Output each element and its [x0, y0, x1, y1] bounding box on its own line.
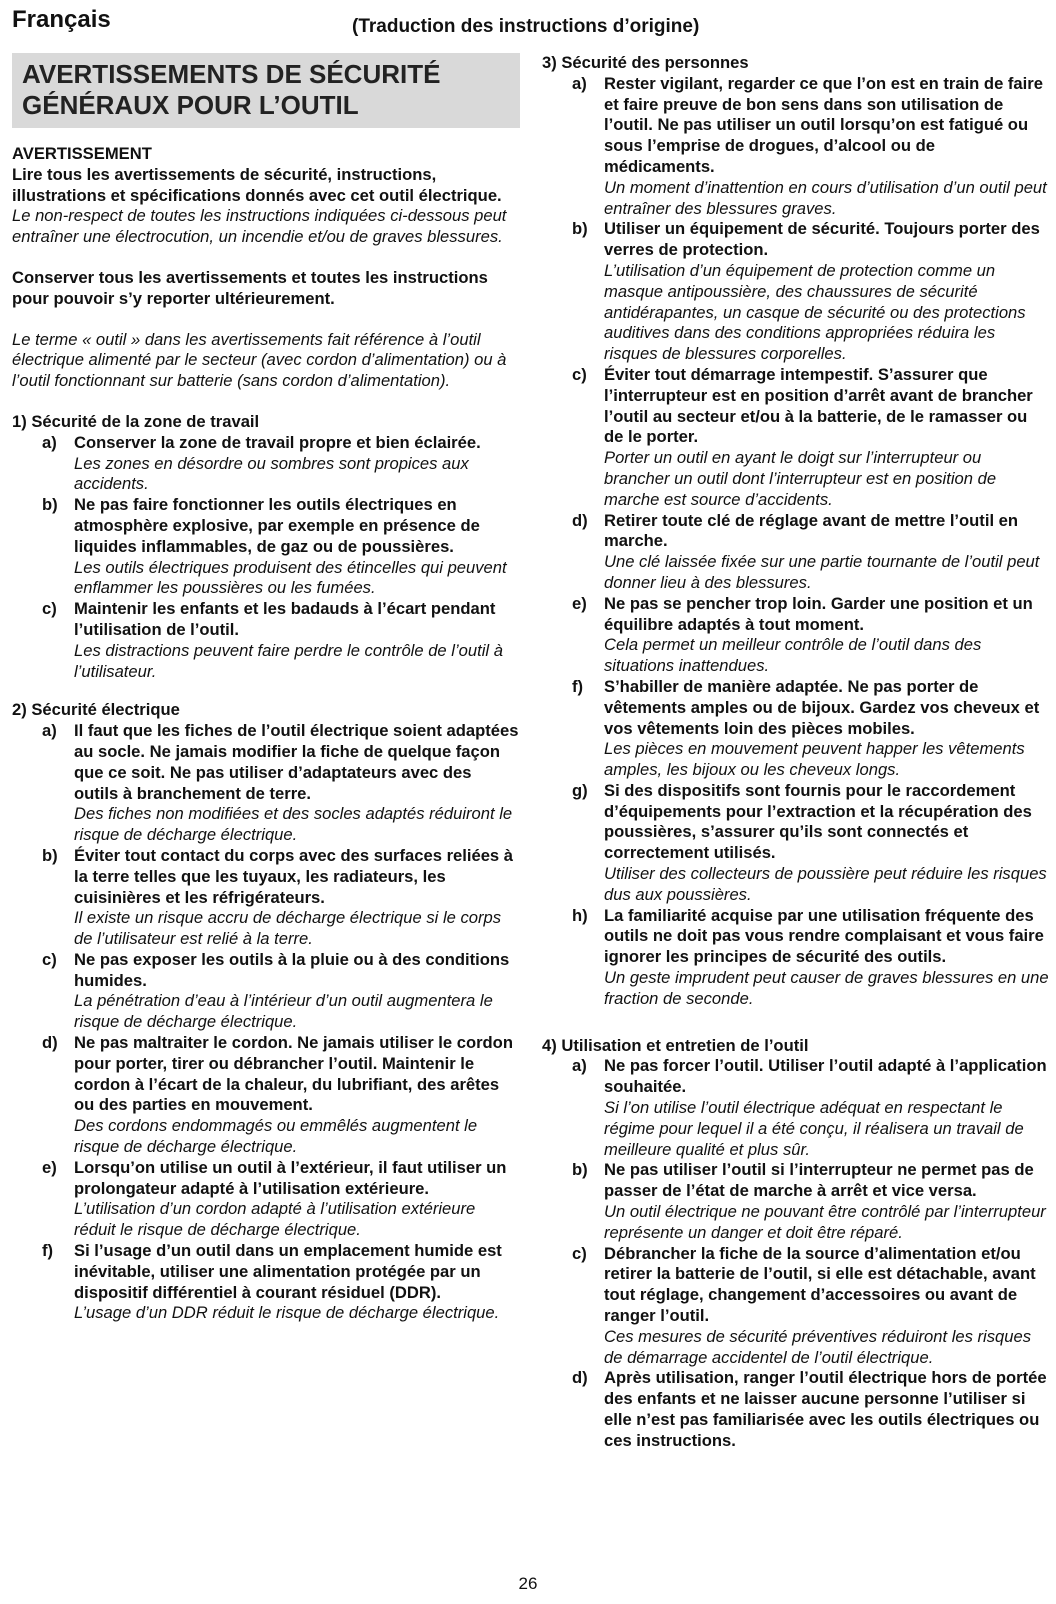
list-item [12, 599, 520, 682]
item-instruction: Si l’usage d’un outil dans un emplacement humide est inévitable, utiliser une alimentation protégée par un dispositif différentiel à courant résiduel (DDR). [74, 1241, 502, 1302]
item-letter: b) [42, 495, 58, 515]
section-heading: 1) Sécurité de la zone de travail [12, 411, 260, 431]
list-item [12, 1241, 520, 1324]
item-letter: c) [572, 1243, 587, 1263]
item-explanation: Un outil électrique ne pouvant être contrôlé par l’interrupteur représente un danger et doit être réparé. [604, 1202, 1046, 1242]
item-explanation: L’utilisation d’un cordon adapté à l’utilisation extérieure réduit le risque de décharge électrique. [74, 1199, 476, 1240]
item-explanation: Les zones en désordre ou sombres sont propices aux accidents. [74, 453, 469, 494]
left-column [12, 53, 520, 1324]
item-instruction: Éviter tout contact du corps avec des surfaces reliées à la terre telles que les tuyaux, les radiateurs, les cuisinières et les réfrigérateurs. [74, 845, 513, 907]
language-label: Français [12, 6, 111, 33]
item-letter: a) [42, 721, 57, 741]
list-item [542, 511, 1050, 594]
item-explanation: Les outils électriques produisent des étincelles qui peuvent enflammer les poussières ou les fumées. [74, 557, 507, 598]
item-instruction: Débrancher la fiche de la source d’alimentation et/ou retirer la batterie de l’outil, si elle est détachable, avant tout réglage, changement d’accessoires ou avant de ranger l’outil. [604, 1243, 1036, 1326]
section-heading: 2) Sécurité électrique [12, 700, 180, 720]
item-letter: c) [42, 599, 57, 619]
item-explanation: Si l’on utilise l’outil électrique adéquat en respectant le régime pour lequel il a été conçu, il réalisera un travail de meilleure qualité et plus sûr. [604, 1098, 1024, 1159]
item-instruction: Ne pas faire fonctionner les outils électriques en atmosphère explosive, par exemple en présence de liquides inflammables, de gaz ou de poussières. [74, 495, 480, 556]
item-instruction: Lorsqu’on utilise un outil à l’extérieur, il faut utiliser un prolongateur adapté à l’utilisation extérieure. [74, 1157, 507, 1198]
list-item [12, 1158, 520, 1241]
list-item [542, 1056, 1050, 1160]
item-instruction: Conserver la zone de travail propre et bien éclairée. [74, 432, 481, 452]
item-letter: f) [42, 1241, 54, 1261]
item-explanation: Une clé laissée fixée sur une partie tournante de l’outil peut donner lieu à des blessures. [604, 552, 1040, 592]
item-instruction: Ne pas se pencher trop loin. Garder une position et un équilibre adaptés à tout moment. [604, 593, 1033, 634]
section-work-area [12, 412, 520, 682]
item-letter: a) [572, 1056, 587, 1076]
item-instruction: Utiliser un équipement de sécurité. Toujours porter des verres de protection. [604, 219, 1040, 260]
item-letter: e) [572, 593, 587, 613]
item-letter: d) [572, 1368, 588, 1388]
list-item [542, 74, 1050, 220]
item-instruction: Maintenir les enfants et les badauds à l’écart pendant l’utilisation de l’outil. [74, 599, 496, 639]
item-instruction: Rester vigilant, regarder ce que l’on est en train de faire et faire preuve de bon sens dans son utilisation de l’outil. Ne pas utiliser un outil lorsqu’on est fatigué ou sous l’emprise de drogues, d’alcool ou de médicaments. [604, 73, 1043, 176]
item-letter: c) [42, 949, 57, 969]
list-item [542, 1244, 1050, 1369]
item-letter: a) [572, 73, 587, 93]
item-letter: c) [572, 364, 587, 384]
page-title: AVERTISSEMENTS DE SÉCURITÉ GÉNÉRAUX POUR L’OUTIL [12, 53, 520, 128]
item-explanation: Ces mesures de sécurité préventives réduiront les risques de démarrage accidentel de l’outil électrique. [604, 1326, 1032, 1367]
item-letter: b) [42, 845, 58, 865]
item-explanation: Les distractions peuvent faire perdre le contrôle de l’outil à l’utilisateur. [74, 640, 503, 681]
item-explanation: Des fiches non modifiées et des socles adaptés réduiront le risque de décharge électrique. [74, 804, 513, 845]
item-explanation: Un geste imprudent peut causer de graves blessures en une fraction de seconde. [604, 968, 1049, 1008]
term-definition: Le terme « outil » dans les avertissements fait référence à l’outil électrique alimenté par le secteur (avec cordon d’alimentation) ou à l’outil fonctionnant sur batterie (sans cordon d’alimentation). [12, 329, 507, 391]
list-item [542, 781, 1050, 906]
list-item [12, 1033, 520, 1158]
item-instruction: Si des dispositifs sont fournis pour le raccordement d’équipements pour l’extraction et la récupération des poussières, s’assurer qu’ils sont connectés et correctement utilisés. [604, 780, 1032, 863]
list-item [12, 846, 520, 950]
section-tool-use [542, 1036, 1050, 1452]
item-instruction: Ne pas forcer l’outil. Utiliser l’outil adapté à l’application souhaitée. [604, 1056, 1047, 1097]
item-letter: a) [42, 432, 57, 452]
list-item [12, 433, 520, 495]
item-letter: g) [572, 780, 588, 800]
list-item [542, 594, 1050, 677]
item-instruction: Après utilisation, ranger l’outil électrique hors de portée des enfants et ne laisser aucune personne l’utiliser si elle n’est pas familiarisée avec les outils électriques ou ces instructions. [604, 1368, 1047, 1450]
item-letter: h) [572, 905, 588, 925]
item-letter: e) [42, 1157, 57, 1177]
list-item [12, 495, 520, 599]
item-explanation: L’usage d’un DDR réduit le risque de décharge électrique. [74, 1303, 500, 1323]
warning-consequence: Le non-respect de toutes les instructions indiquées ci-dessous peut entraîner une électrocution, un incendie et/ou de graves blessures. [12, 206, 507, 247]
list-item [542, 1368, 1050, 1451]
warning-text: Lire tous les avertissements de sécurité, instructions, illustrations et spécifications donnés avec cet outil électrique. [12, 164, 502, 205]
list-item [542, 906, 1050, 1010]
list-item [12, 721, 520, 846]
item-letter: d) [42, 1033, 58, 1053]
item-instruction: Retirer toute clé de réglage avant de mettre l’outil en marche. [604, 510, 1019, 551]
item-explanation: Il existe un risque accru de décharge électrique si le corps de l’utilisateur est relié à la terre. [74, 908, 502, 949]
section-personal-safety [542, 53, 1050, 1010]
item-instruction: La familiarité acquise par une utilisation fréquente des outils ne doit pas vous rendre complaisant et vous faire ignorer les principes de sécurité des outils. [604, 905, 1044, 967]
item-instruction: Ne pas maltraiter le cordon. Ne jamais utiliser le cordon pour porter, tirer ou débrancher l’outil. Maintenir le cordon à l’écart de la chaleur, du lubrifiant, des arêtes ou des parties en mouvement. [74, 1033, 513, 1115]
section-heading: 3) Sécurité des personnes [542, 53, 749, 72]
item-explanation: Cela permet un meilleur contrôle de l’outil dans des situations inattendues. [604, 635, 982, 676]
item-letter: d) [572, 510, 588, 530]
warning-label: AVERTISSEMENT [12, 144, 152, 163]
item-explanation: Porter un outil en ayant le doigt sur l’interrupteur ou brancher un outil dont l’interrupteur est en position de marche est source d’accidents. [604, 448, 997, 509]
keep-instructions: Conserver tous les avertissements et toutes les instructions pour pouvoir s’y reporter ultérieurement. [12, 267, 488, 308]
item-instruction: Ne pas exposer les outils à la pluie ou à des conditions humides. [74, 949, 510, 990]
item-instruction: S’habiller de manière adaptée. Ne pas porter de vêtements amples ou de bijoux. Gardez vos cheveux et vos vêtements loin des pièces mobiles. [604, 676, 1040, 738]
translation-subtitle: (Traduction des instructions d’origine) [352, 16, 700, 37]
item-explanation: Un moment d’inattention en cours d’utilisation d’un outil peut entraîner des blessures graves. [604, 177, 1047, 218]
list-item [542, 219, 1050, 365]
list-item [542, 365, 1050, 511]
right-column [542, 53, 1050, 1452]
list-item [12, 950, 520, 1033]
section-heading: 4) Utilisation et entretien de l’outil [542, 1035, 809, 1055]
item-explanation: La pénétration d’eau à l’intérieur d’un outil augmentera le risque de décharge électrique. [74, 991, 493, 1032]
item-instruction: Éviter tout démarrage intempestif. S’assurer que l’interrupteur est en position d’arrêt avant de brancher l’outil au secteur et/ou à la batterie, de le ramasser ou de le porter. [604, 364, 1033, 447]
item-instruction: Ne pas utiliser l’outil si l’interrupteur ne permet pas de passer de l’état de marche à arrêt et vice versa. [604, 1160, 1034, 1201]
item-letter: b) [572, 1160, 588, 1180]
item-explanation: L’utilisation d’un équipement de protection comme un masque antipoussière, des chaussures de sécurité antidérapantes, un casque de sécurité ou des protections auditives dans des conditions appropriées réduira les risques de blessures corporelles. [604, 260, 1026, 364]
page-number: 26 [518, 1574, 538, 1593]
list-item [542, 677, 1050, 781]
item-explanation: Utiliser des collecteurs de poussière peut réduire les risques dus aux poussières. [604, 864, 1047, 904]
list-item [542, 1160, 1050, 1243]
item-instruction: Il faut que les fiches de l’outil électrique soient adaptées au socle. Ne jamais modifier la fiche de quelque façon que ce soit. Ne pas utiliser d’adaptateurs avec des outils à branchement de terre. [74, 721, 519, 803]
item-letter: f) [572, 676, 584, 696]
item-letter: b) [572, 219, 588, 239]
item-explanation: Des cordons endommagés ou emmêlés augmentent le risque de décharge électrique. [74, 1116, 478, 1157]
section-electrical [12, 700, 520, 1324]
item-explanation: Les pièces en mouvement peuvent happer les vêtements amples, les bijoux ou les cheveux longs. [604, 739, 1025, 780]
